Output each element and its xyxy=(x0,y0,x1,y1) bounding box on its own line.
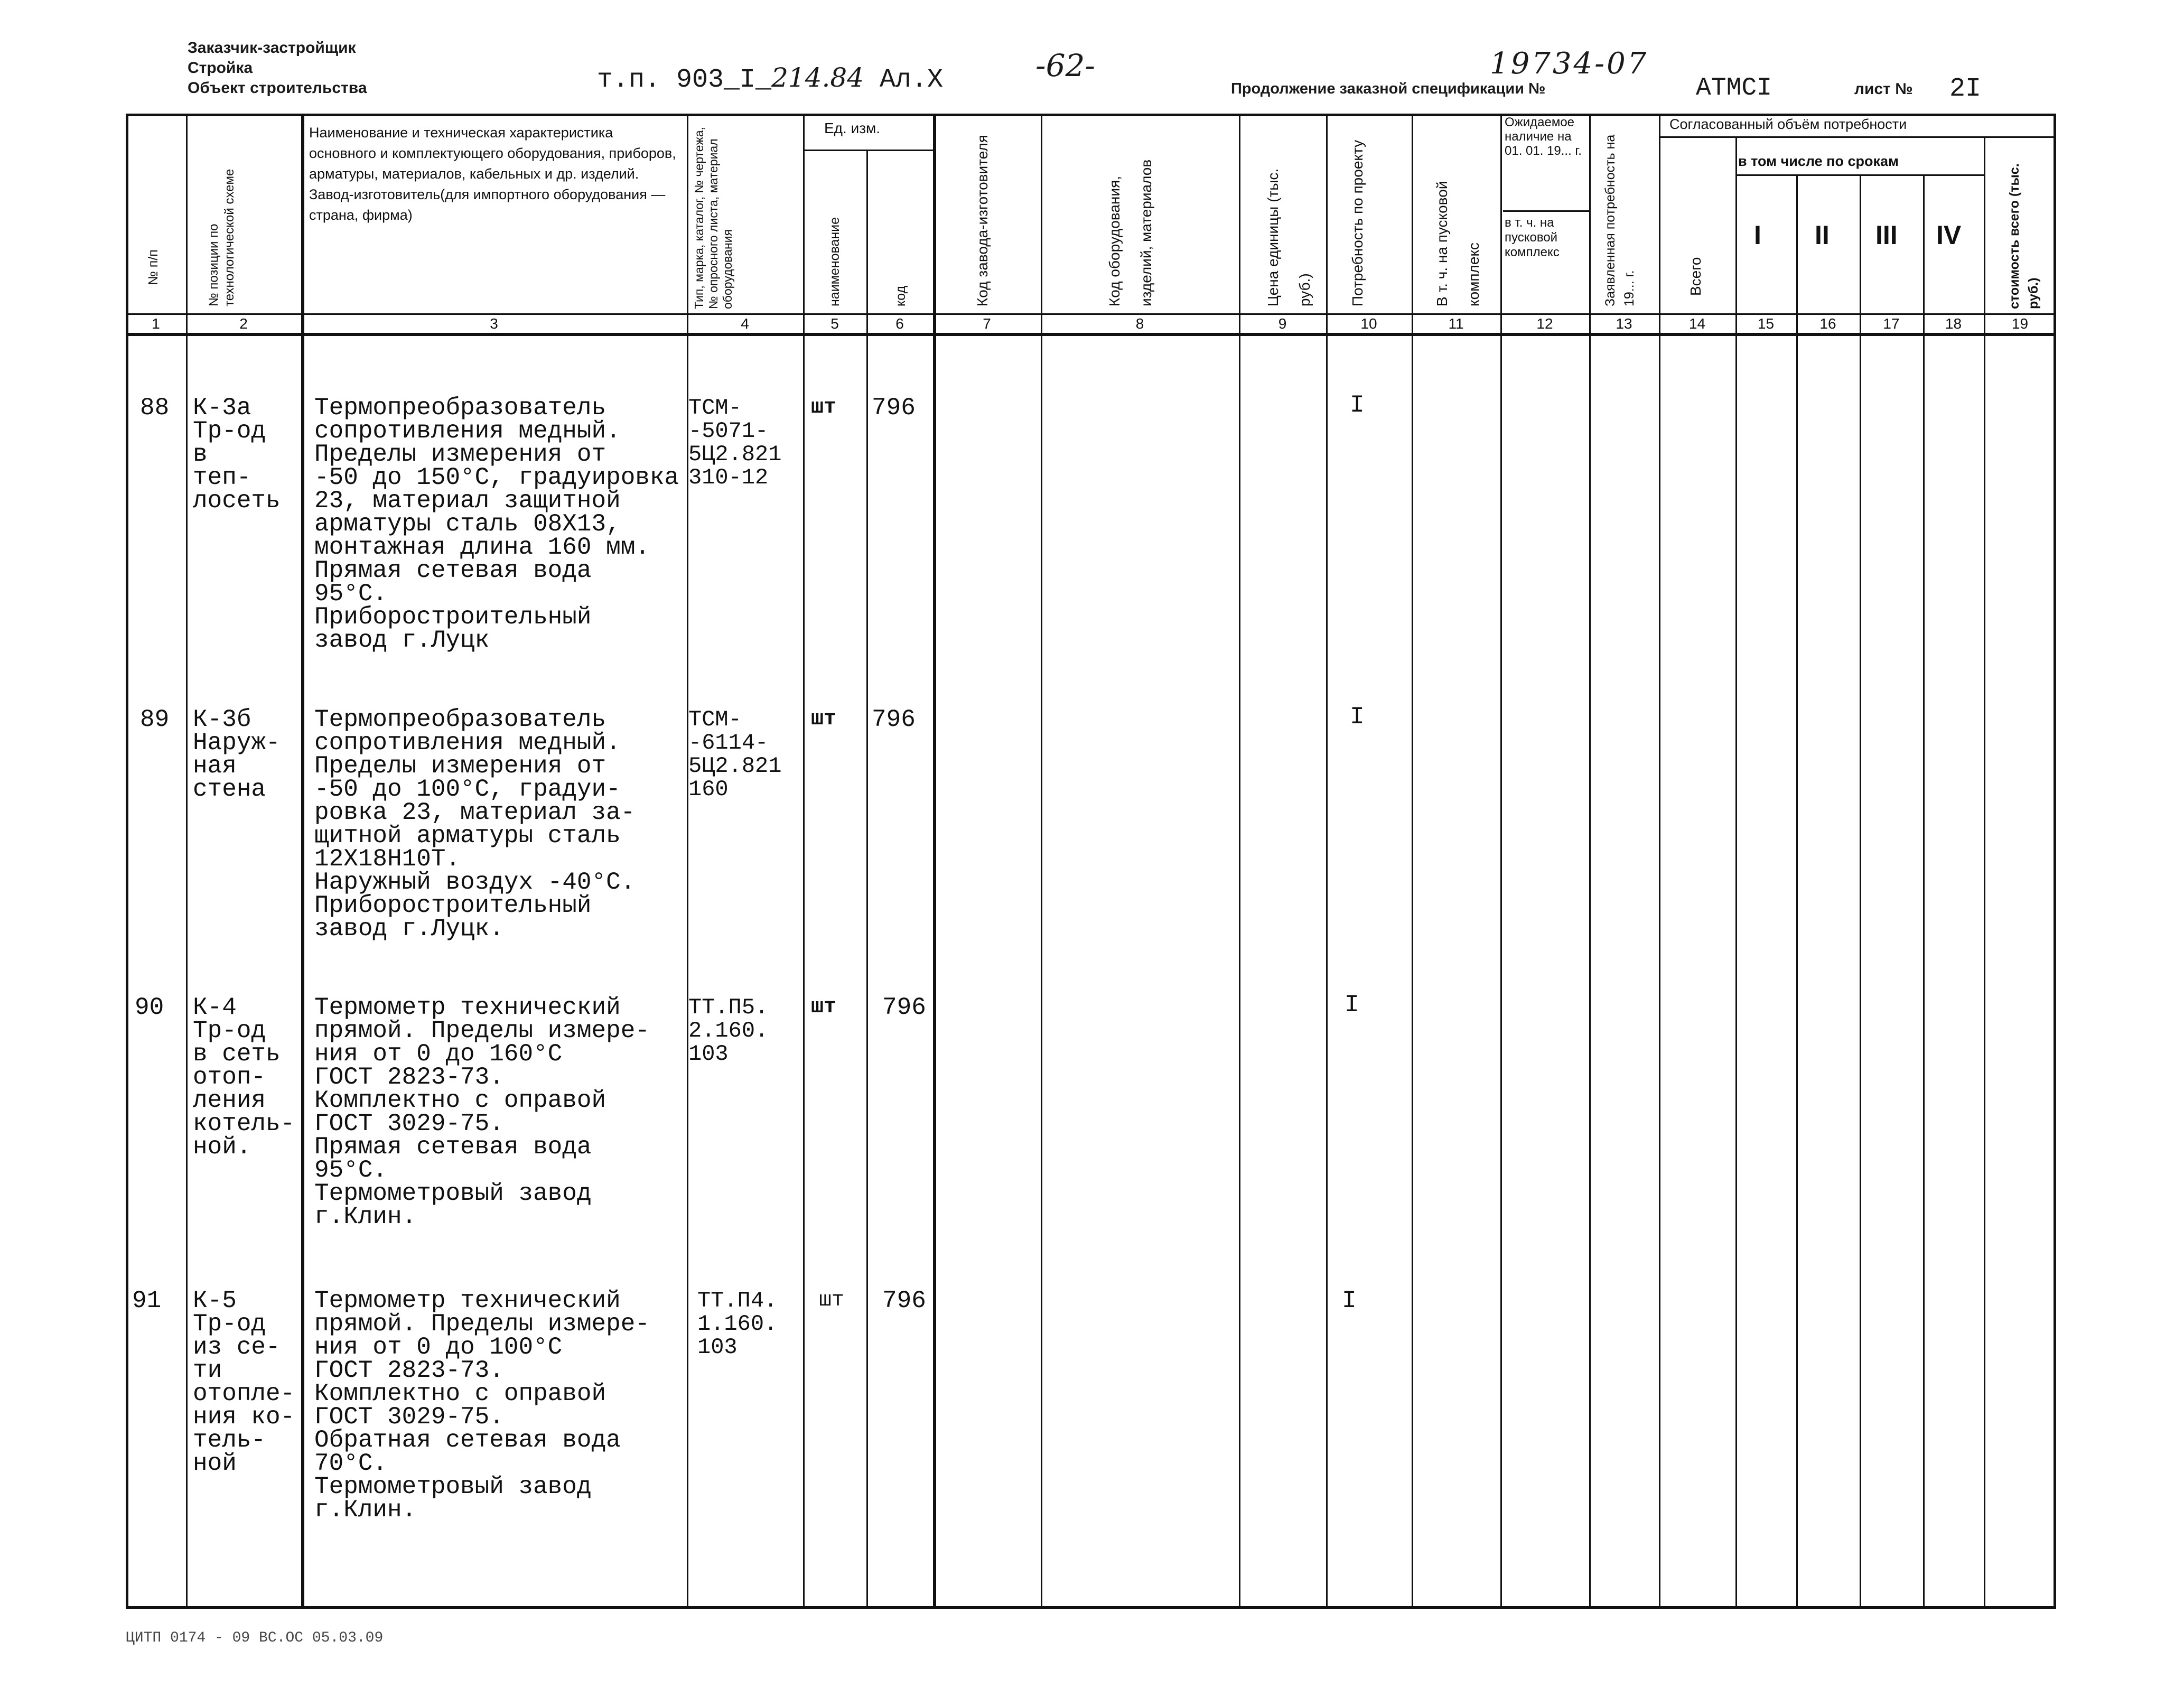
col-number-13: 13 xyxy=(1616,315,1632,332)
row-number: 90 xyxy=(135,994,164,1021)
col-number-19: 19 xyxy=(2011,315,2029,332)
col-number-5: 5 xyxy=(830,315,839,332)
document-number: 19734-07 xyxy=(1490,46,1649,81)
unit-group-header: Ед. изм. xyxy=(824,120,881,136)
col-header-6: код xyxy=(893,285,908,306)
col-number-6: 6 xyxy=(895,315,904,332)
col-number-15: 15 xyxy=(1757,315,1775,332)
col-header-17: III xyxy=(1875,220,1898,250)
construction-label: Стройка xyxy=(188,59,253,77)
col-border-5 xyxy=(866,150,868,1609)
row-unit-code: 796 xyxy=(872,706,916,733)
row-unit: шт xyxy=(811,995,837,1019)
terms-group-header: в том числе по срокам xyxy=(1738,153,1899,169)
row-number: 88 xyxy=(140,394,170,422)
col-header-3: Наименование и техническая характеристика основного и комплектующего оборудования, приборов, арматуры, материалов, кабельных и др. изделий. Завод-изготовитель(для импортного оборудования — страна, фирма) xyxy=(309,125,676,223)
col-number-8: 8 xyxy=(1135,315,1144,332)
row-type: ТТ.П4. 1.160. 103 xyxy=(697,1288,778,1360)
col-border-15 xyxy=(1796,174,1798,1609)
sheet-number: 2I xyxy=(1949,74,1982,104)
col-border-12 xyxy=(1589,114,1591,1609)
col-number-1: 1 xyxy=(152,315,160,332)
row-type: ТТ.П5. 2.160. 103 xyxy=(688,995,769,1067)
row-unit: шт xyxy=(819,1289,845,1312)
col-border-16 xyxy=(1860,174,1861,1609)
col-header-5: наименование xyxy=(827,217,842,306)
col-header-9: Цена единицы (тыс. руб.) xyxy=(1265,168,1313,306)
col-number-3: 3 xyxy=(490,315,498,332)
page-mark: -62- xyxy=(1035,48,1095,83)
customer-block xyxy=(188,38,367,98)
col-number-10: 10 xyxy=(1360,315,1377,332)
col-border-11 xyxy=(1500,114,1502,1609)
expected-divider xyxy=(1503,210,1590,212)
col-header-12a: Ожидаемое наличие на 01. 01. 19... г. xyxy=(1505,115,1582,158)
sheet-label: лист № xyxy=(1854,80,1913,98)
row-need: I xyxy=(1342,1287,1357,1314)
row-description: Термометр технический прямой. Пределы измере- ния от 0 до 160°С ГОСТ 2823-73. Комплектно с оправой ГОСТ 3029-75. Прямая сетевая вода 95°С. Термометровый завод г.Клин. xyxy=(314,994,650,1230)
row-description: Термопреобразователь сопротивления медный. Пределы измерения от -50 до 100°С, градуи- ровка 23, материал за- щитной арматуры сталь 12Х18Н10Т. Наружный воздух -40°С. Приборостроительный завод г.Луцк. xyxy=(314,706,636,943)
col-border-18 xyxy=(1984,136,1985,1609)
col-border-3 xyxy=(687,114,688,1609)
col-header-19: стоимость всего (тыс. руб.) xyxy=(2007,163,2041,309)
row-type: ТСМ- -6114- 5Ц2.821 160 xyxy=(688,707,782,802)
col-border-13 xyxy=(1659,114,1660,1609)
col-number-17: 17 xyxy=(1883,315,1900,332)
col-header-2: № позиции по технологической схеме xyxy=(207,169,237,306)
row-description: Термометр технический прямой. Пределы измере- ния от 0 до 100°С ГОСТ 2823-73. Комплектно с оправой ГОСТ 3029-75. Обратная сетевая вода 70°С. Термометровый завод г.Клин. xyxy=(314,1287,650,1524)
col-header-1: № п/п xyxy=(146,249,161,285)
tp-number xyxy=(597,62,943,95)
col-number-7: 7 xyxy=(983,315,991,332)
row-position: К-3б Наруж- ная стена xyxy=(193,706,281,803)
col-border-7 xyxy=(1041,114,1042,1609)
customer-label: Заказчик-застройщик xyxy=(188,39,356,57)
row-position: К-4 Тр-од в сеть отоп- ления котель- ной. xyxy=(193,994,295,1161)
col-number-9: 9 xyxy=(1278,315,1287,332)
col-border-2 xyxy=(301,114,304,1609)
col-border-4 xyxy=(803,114,805,1609)
row-description: Термопреобразователь сопротивления медный. Пределы измерения от -50 до 150°С, градуировка 23, материал защитной арматуры сталь 08Х13, монтажная длина 160 мм. Прямая сетевая вода 95°С. Приборостроительный завод г.Луцк xyxy=(314,394,679,654)
row-position: К-3а Тр-од в теп- лосеть xyxy=(193,394,281,515)
row-number: 91 xyxy=(132,1287,162,1314)
col-number-2: 2 xyxy=(239,315,248,332)
col-header-14: Всего xyxy=(1687,257,1704,296)
col-header-13: Заявленная потребность на 19... г. xyxy=(1603,134,1637,306)
col-number-16: 16 xyxy=(1819,315,1836,332)
col-border-1 xyxy=(186,114,188,1609)
col-header-8: Код оборудования, изделий, материалов xyxy=(1106,159,1154,306)
row-position: К-5 Тр-од из се- ти отопле- ния ко- тель- ной xyxy=(193,1287,295,1477)
col-header-4: Тип, марка, каталог, № чертежа, № опросного листа, материал оборудования xyxy=(692,127,734,309)
col-header-18: IV xyxy=(1936,220,1962,250)
col-number-14: 14 xyxy=(1688,315,1706,332)
row-unit-code: 796 xyxy=(882,994,926,1021)
col-border-6 xyxy=(933,114,936,1609)
row-type: ТСМ- -5071- 5Ц2.821 310-12 xyxy=(688,395,782,490)
unit-group-divider xyxy=(803,150,935,151)
col-header-10: Потребность по проекту xyxy=(1349,139,1366,306)
col-number-4: 4 xyxy=(741,315,749,332)
row-unit-code: 796 xyxy=(872,394,916,422)
col-header-16: II xyxy=(1815,220,1830,250)
col-number-12: 12 xyxy=(1536,315,1553,332)
col-border-8 xyxy=(1239,114,1240,1609)
footer-stamp: ЦИТП 0174 - 09 ВС.ОС 05.03.09 xyxy=(126,1630,384,1646)
row-need: I xyxy=(1350,391,1365,419)
col-border-14 xyxy=(1735,136,1737,1609)
row-unit-code: 796 xyxy=(882,1287,926,1314)
row-number: 89 xyxy=(140,706,170,733)
numbers-bottom-line xyxy=(126,333,2056,336)
col-border-17 xyxy=(1923,174,1925,1609)
continuation-label: Продолжение заказной спецификации № xyxy=(1231,80,1546,97)
row-unit: шт xyxy=(811,707,837,731)
agreed-group-header: Согласованный объём потребности xyxy=(1669,116,1907,132)
col-header-11: В т. ч. на пусковой комплекс xyxy=(1434,181,1482,306)
spec-code: АТМСI xyxy=(1696,74,1772,102)
row-need: I xyxy=(1350,703,1365,731)
col-header-12b: в т. ч. на пусковой комплекс xyxy=(1505,216,1560,259)
album-label: Ал.X xyxy=(880,65,944,95)
tp-handwritten: 214.84 xyxy=(771,62,864,93)
tp-prefix: т.п. 903_I_ xyxy=(597,65,772,95)
col-border-9 xyxy=(1326,114,1328,1609)
row-need: I xyxy=(1345,991,1359,1019)
row-unit: шт xyxy=(811,396,837,419)
col-number-11: 11 xyxy=(1448,315,1464,332)
col-number-18: 18 xyxy=(1945,315,1962,332)
col-border-10 xyxy=(1412,114,1413,1609)
col-header-7: Код завода-изготовителя xyxy=(974,135,991,306)
header-bottom-line xyxy=(126,313,2056,315)
col-header-15: I xyxy=(1754,220,1761,250)
object-label: Объект строительства xyxy=(188,79,367,97)
agreed-group-divider xyxy=(1659,136,2056,138)
